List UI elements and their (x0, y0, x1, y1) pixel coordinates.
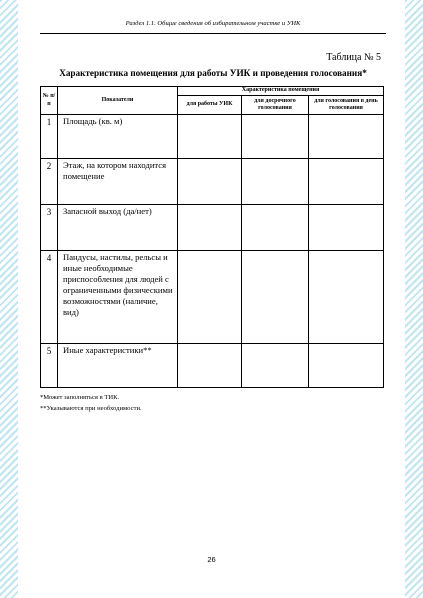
table-header-row (41, 87, 384, 96)
footnote: **Указываются при необходимости. (40, 404, 142, 412)
table-row (41, 344, 384, 388)
row-number: 2 (41, 159, 58, 205)
footnotes (40, 393, 142, 414)
cell-uik-work[interactable] (178, 251, 242, 344)
cell-election-day[interactable] (309, 344, 384, 388)
cell-election-day[interactable] (309, 159, 384, 205)
col-header-election-day: для голосования в день голосования (309, 96, 384, 115)
col-header-early-voting: для досрочного голосования (242, 96, 309, 115)
table-row (41, 251, 384, 344)
cell-early-voting[interactable] (242, 159, 309, 205)
premises-table (40, 86, 384, 388)
cell-uik-work[interactable] (178, 205, 242, 251)
cell-early-voting[interactable] (242, 205, 309, 251)
footnote: *Может заполняться в ТИК. (40, 394, 120, 401)
row-label: Этаж, на котором находится помещение (58, 159, 178, 205)
cell-election-day[interactable] (309, 205, 384, 251)
cell-early-voting[interactable] (242, 251, 309, 344)
cell-election-day[interactable] (309, 115, 384, 159)
page-number: 26 (207, 555, 216, 564)
table-number: Таблица № 5 (326, 52, 381, 63)
section-header: Раздел 1.1. Общие сведения об избирательном участке и УИК (125, 20, 301, 27)
row-label: Площадь (кв. м) (58, 115, 178, 159)
header-rule (40, 33, 386, 34)
row-label: Запасной выход (да/нет) (58, 205, 178, 251)
row-number: 3 (41, 205, 58, 251)
table-row (41, 115, 384, 159)
row-label: Иные характеристики** (58, 344, 178, 388)
cell-early-voting[interactable] (242, 115, 309, 159)
col-header-number: № п/п (41, 87, 58, 115)
cell-uik-work[interactable] (178, 344, 242, 388)
row-number: 1 (41, 115, 58, 159)
cell-uik-work[interactable] (178, 159, 242, 205)
cell-uik-work[interactable] (178, 115, 242, 159)
table-row (41, 205, 384, 251)
col-header-uik-work: для работы УИК (178, 96, 242, 115)
cell-election-day[interactable] (309, 251, 384, 344)
row-number: 5 (41, 344, 58, 388)
row-label: Пандусы, настилы, рельсы и иные необходимые приспособления для людей с ограниченными физическими возможностями (наличие, вид) (58, 251, 178, 344)
col-header-indicators: Показатели (58, 87, 178, 115)
row-number: 4 (41, 251, 58, 344)
col-header-group: Характеристика помещения (178, 87, 384, 96)
table-row (41, 159, 384, 205)
cell-early-voting[interactable] (242, 344, 309, 388)
table-title: Характеристика помещения для работы УИК и проведения голосования* (59, 68, 367, 78)
